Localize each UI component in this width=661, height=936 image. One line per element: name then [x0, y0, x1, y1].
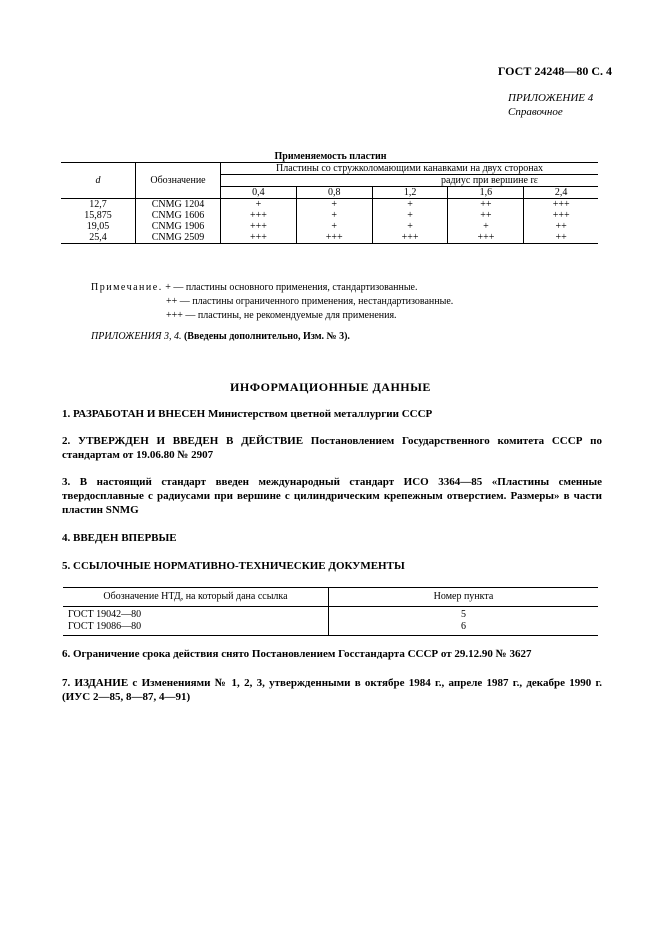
cell-value: ++ [448, 210, 524, 221]
appendix-title: ПРИЛОЖЕНИЕ 4 [508, 92, 594, 104]
cell-value: +++ [221, 210, 297, 221]
appendix-type: Справочное [508, 106, 563, 118]
appendices-note [91, 331, 350, 342]
radius-col: 2,4 [524, 187, 598, 199]
cell-value: +++ [524, 199, 598, 211]
appendix-label [508, 91, 593, 119]
cell-d: 19,05 [61, 221, 136, 232]
col-d-header: d [61, 163, 136, 199]
radius-col: 0,4 [221, 187, 297, 199]
cell-value: + [372, 221, 448, 232]
group-header: Пластины со стружколомающими канавками на двух сторонах [221, 163, 599, 175]
cell-clause: 5 [461, 609, 466, 620]
cell-value: ++ [448, 199, 524, 211]
note-line: +++ — пластины, не рекомендуемые для применения. [166, 310, 397, 321]
info-heading: ИНФОРМАЦИОННЫЕ ДАННЫЕ [230, 380, 431, 394]
table-row [63, 621, 598, 636]
cell-value: + [372, 199, 448, 211]
cell-value: + [296, 210, 372, 221]
appendices-change: (Введены дополнительно, Изм. № 3). [183, 331, 350, 342]
cell-designation: CNMG 2509 [136, 232, 221, 244]
cell-d: 15,875 [61, 210, 136, 221]
col-doc-header: Обозначение НТД, на который дана ссылка [63, 588, 329, 607]
info-item: 7. ИЗДАНИЕ с Изменениями № 1, 2, 3, утвержденными в октябре 1984 г., апреле 1987 г., декабре 1990 г. (ИУС 2—85, 8—87, 4—91) [62, 677, 602, 703]
info-item: 6. Ограничение срока действия снято Постановлением Госстандарта СССР от 29.12.90 № 3627 [62, 648, 532, 660]
cell-value: +++ [221, 232, 297, 244]
table-row [61, 210, 598, 221]
note-line: + — пластины основного применения, стандартизованные. [165, 282, 418, 293]
table-row [61, 232, 598, 244]
cell-designation: CNMG 1906 [136, 221, 221, 232]
cell-value: + [372, 210, 448, 221]
radius-header: радиус при вершине rε [221, 175, 599, 187]
cell-value: +++ [221, 221, 297, 232]
note-block [91, 281, 453, 323]
cell-value: +++ [448, 232, 524, 244]
note-label: Примечание. [91, 282, 163, 293]
table-row [61, 199, 598, 211]
page-header: ГОСТ 24248—80 С. 4 [497, 64, 612, 78]
cell-d: 25,4 [61, 232, 136, 244]
col-designation-header: Обозначение [136, 163, 221, 199]
cell-value: ++ [524, 221, 598, 232]
cell-designation: CNMG 1204 [136, 199, 221, 211]
cell-value: +++ [296, 232, 372, 244]
table1-title: Применяемость пластин [274, 151, 387, 162]
references-table [63, 587, 598, 636]
info-item: 2. УТВЕРЖДЕН И ВВЕДЕН В ДЕЙСТВИЕ Постановлением Государственного комитета СССР по стандартам от 19.06.80 № 2907 [62, 435, 602, 461]
cell-value: + [448, 221, 524, 232]
cell-doc: ГОСТ 19042—80 [63, 607, 329, 622]
cell-value: + [296, 221, 372, 232]
radius-col: 0,8 [296, 187, 372, 199]
appendices-ref: ПРИЛОЖЕНИЯ 3, 4. [91, 331, 182, 342]
radius-col: 1,6 [448, 187, 524, 199]
cell-value: + [296, 199, 372, 211]
radius-col: 1,2 [372, 187, 448, 199]
cell-value: +++ [372, 232, 448, 244]
info-item: 4. ВВЕДЕН ВПЕРВЫЕ [62, 532, 177, 544]
cell-doc: ГОСТ 19086—80 [63, 621, 329, 636]
info-item: 1. РАЗРАБОТАН И ВНЕСЕН Министерством цветной металлургии СССР [62, 408, 433, 420]
table-row [63, 607, 598, 622]
cell-value: +++ [524, 210, 598, 221]
applicability-table [61, 162, 598, 244]
col-clause-header: Номер пункта [329, 588, 599, 607]
info-item: 3. В настоящий стандарт введен международный стандарт ИСО 3364—85 «Пластины сменные твердосплавные с радиусами при вершине с цилиндрическим крепежным отверстием. Размеры» в части пластин SNMG [62, 476, 602, 516]
note-line: ++ — пластины ограниченного применения, нестандартизованные. [166, 296, 454, 307]
table-row [61, 221, 598, 232]
cell-d: 12,7 [61, 199, 136, 211]
cell-clause: 6 [329, 621, 599, 636]
info-item: 5. ССЫЛОЧНЫЕ НОРМАТИВНО-ТЕХНИЧЕСКИЕ ДОКУМЕНТЫ [62, 560, 405, 572]
cell-designation: CNMG 1606 [136, 210, 221, 221]
cell-value: + [221, 199, 297, 211]
cell-value: ++ [524, 232, 598, 244]
